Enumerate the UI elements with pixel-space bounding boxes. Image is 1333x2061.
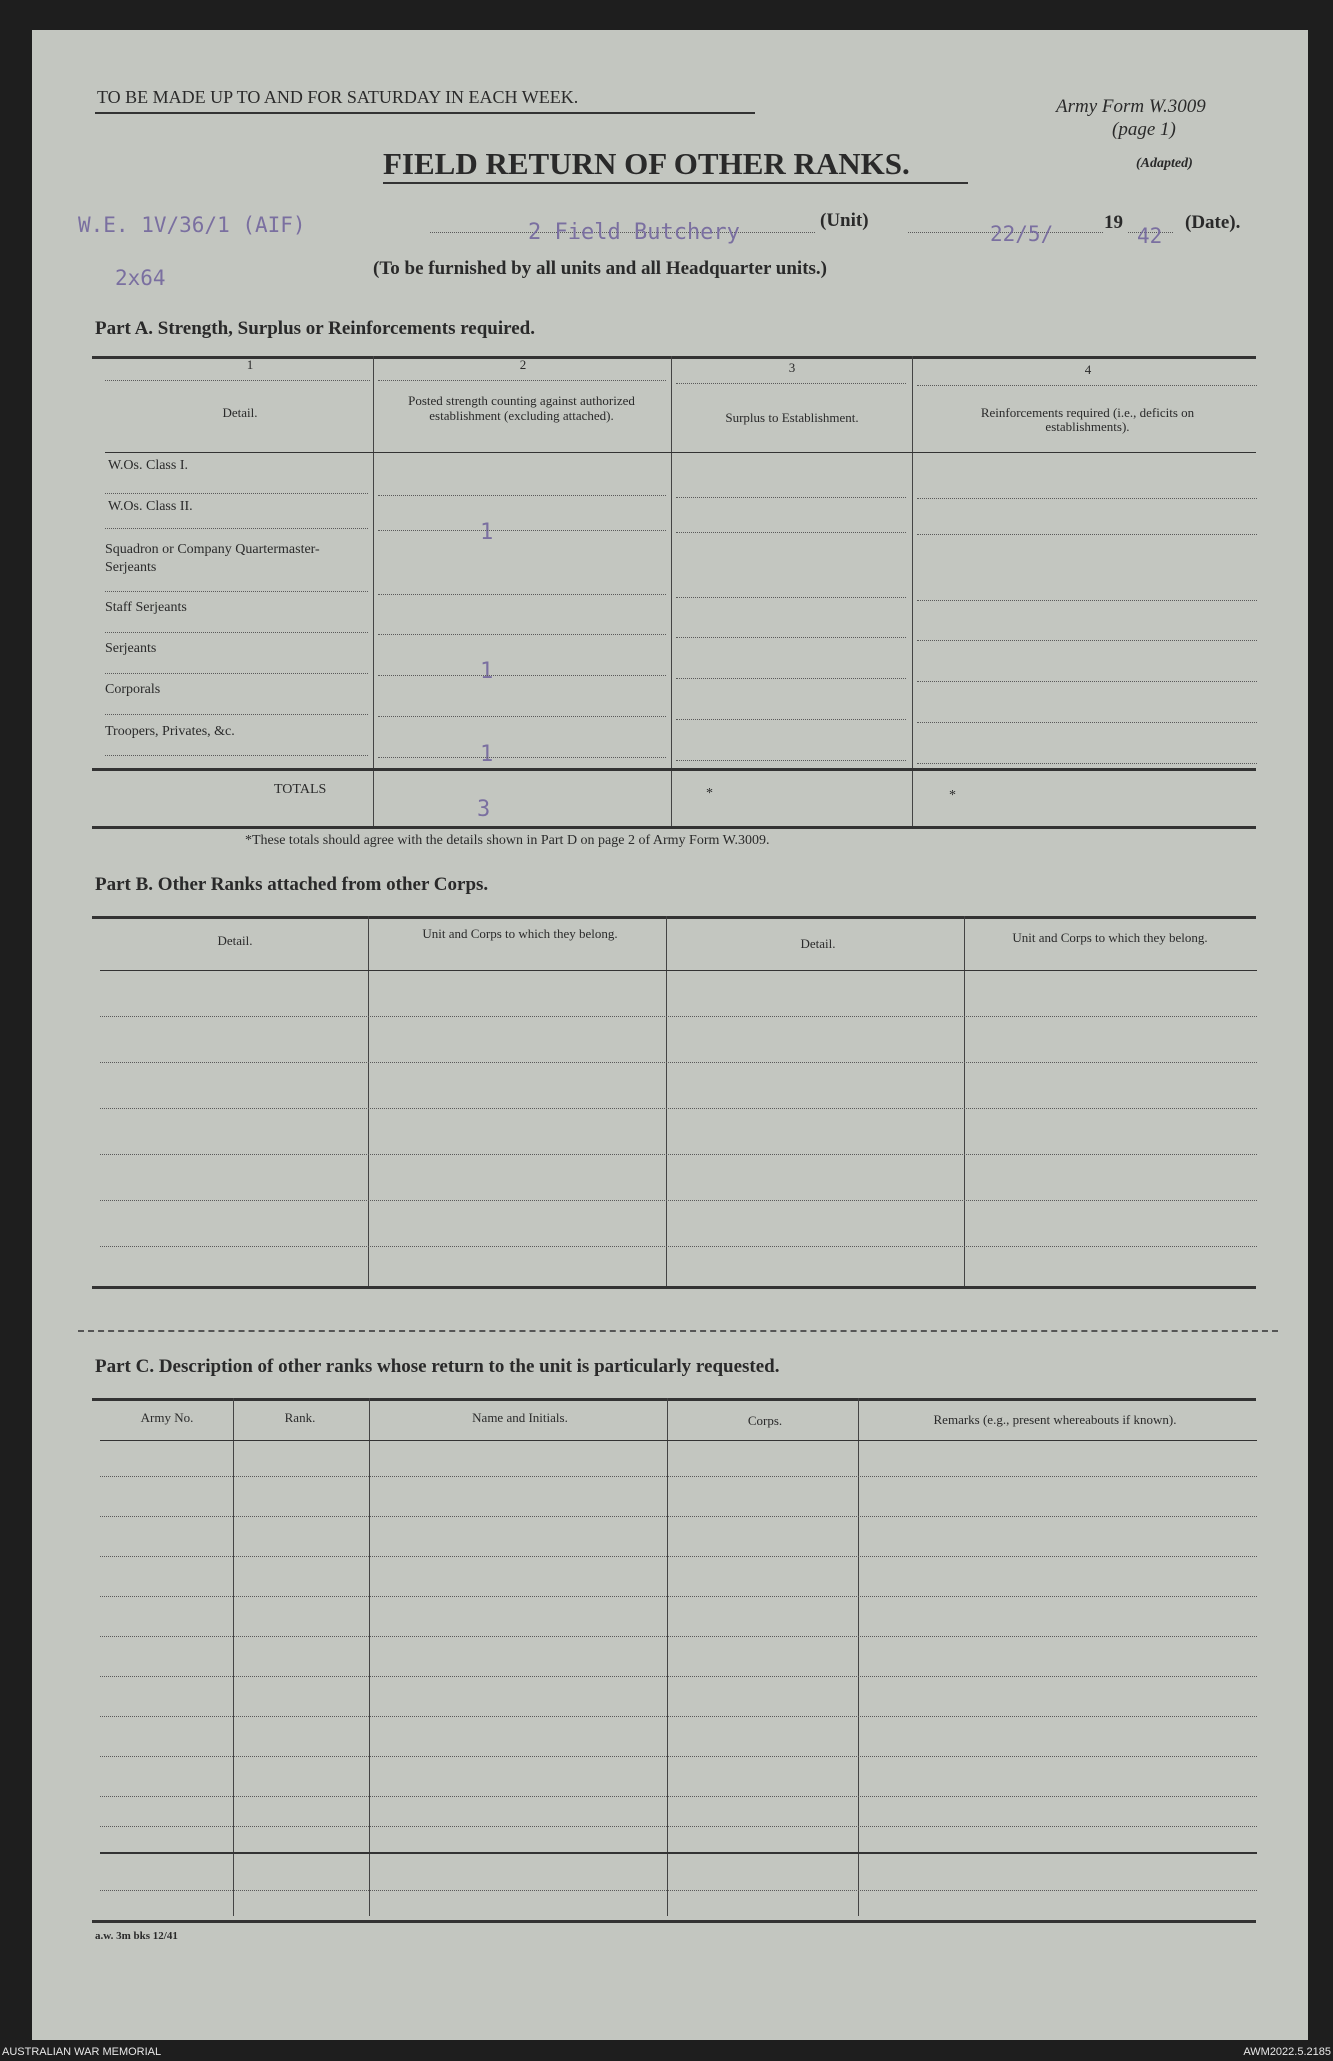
row-detail-cqms: Squadron or Company Quartermaster-Serjeants [105, 542, 320, 575]
part-b-divider-3 [964, 916, 965, 1286]
part-c-header-rule [100, 1440, 1257, 1441]
row-line [917, 722, 1257, 723]
year-prefix: 19 [1104, 212, 1123, 233]
row-detail-serjeants: Serjeants [105, 641, 157, 656]
row-line [676, 678, 906, 679]
part-c-header-remarks: Remarks (e.g., present whereabouts if known). [933, 1412, 1177, 1427]
row-line [378, 634, 666, 635]
row-line [378, 530, 666, 531]
row-line [105, 591, 368, 592]
row-line [378, 757, 666, 758]
footer-right: AWM2022.5.2185 [1243, 2046, 1331, 2058]
part-a-totals-rule [92, 768, 1256, 771]
row-line [105, 714, 368, 715]
part-c-row-line [100, 1676, 1257, 1677]
cut-line [78, 1330, 1278, 1332]
furnish-note: (To be furnished by all units and all Headquarter units.) [373, 258, 827, 279]
col-number-2: 2 [519, 357, 527, 372]
part-b-row-line [100, 1108, 1257, 1109]
part-b-divider-1 [368, 916, 369, 1286]
row-line [378, 495, 666, 496]
part-b-divider-2 [666, 916, 667, 1286]
reinforcements-total-asterisk: * [949, 788, 956, 803]
unit-typed: 2 Field Butchery [528, 220, 740, 245]
form-ref-adapted: (Adapted) [1136, 156, 1193, 171]
part-a-bottom-rule [92, 826, 1256, 829]
part-b-row-line [100, 1154, 1257, 1155]
we-typed: W.E. 1V/36/1 (AIF) [78, 213, 306, 237]
unit-label: (Unit) [820, 210, 869, 231]
part-c-header-name: Name and Initials. [472, 1410, 568, 1425]
form-ref-line2: (page 1) [1112, 119, 1176, 140]
part-b-top-rule [92, 916, 1256, 919]
row-line [105, 673, 368, 674]
print-code: a.w. 3m bks 12/41 [95, 1930, 178, 1942]
part-b-header-unit-1: Unit and Corps to which they belong. [422, 926, 618, 941]
row-line [105, 632, 368, 633]
row-line [917, 640, 1257, 641]
footer-left: AUSTRALIAN WAR MEMORIAL [2, 2046, 162, 2058]
part-c-row-line [100, 1756, 1257, 1757]
row-line [378, 675, 666, 676]
totals-value: 3 [477, 797, 491, 822]
part-c-row-line [100, 1716, 1257, 1717]
row-detail-corporals: Corporals [105, 682, 161, 697]
col-number-line-1 [105, 380, 370, 381]
row-line [917, 600, 1257, 601]
row-detail-wo1: W.Os. Class I. [108, 458, 188, 473]
part-c-section-rule [100, 1852, 1257, 1854]
row-line [676, 497, 906, 498]
row-line [917, 534, 1257, 535]
code-typed: 2x64 [115, 266, 166, 290]
row-posted-cqms: 1 [480, 520, 494, 545]
part-b-row-line [100, 1246, 1257, 1247]
col-number-3: 3 [788, 360, 796, 375]
title-underline [383, 182, 968, 184]
part-b-header-unit-2: Unit and Corps to which they belong. [1012, 930, 1208, 945]
part-b-header-detail-2: Detail. [800, 936, 836, 951]
col-number-line-4 [917, 385, 1257, 386]
col-header-surplus: Surplus to Establishment. [725, 410, 859, 425]
part-c-row-line [100, 1596, 1257, 1597]
col-header-reinforcements: Reinforcements required (i.e., deficits on establishments). [980, 405, 1195, 434]
part-a-divider-2 [671, 356, 672, 826]
part-a-header-rule [105, 452, 1256, 453]
row-line [378, 594, 666, 595]
col-header-posted: Posted strength counting against authorized establishment (excluding attached). [408, 393, 635, 423]
row-line [105, 528, 368, 529]
part-b-header-detail-1: Detail. [217, 933, 253, 948]
date-typed: 22/5/ [990, 222, 1054, 246]
row-detail-staff-serjeants: Staff Serjeants [105, 600, 187, 615]
top-note-underline [95, 112, 755, 114]
part-b-row-line [100, 1200, 1257, 1201]
part-a-divider-1 [373, 356, 374, 826]
part-c-row-line [100, 1796, 1257, 1797]
col-number-line-2 [378, 380, 666, 381]
form-ref-line1: Army Form W.3009 [1056, 96, 1206, 117]
row-posted-corporals: 1 [480, 659, 494, 684]
part-c-row-line [100, 1516, 1257, 1517]
part-c-header-corps: Corps. [747, 1413, 783, 1428]
row-line [676, 532, 906, 533]
row-line [676, 637, 906, 638]
col-header-detail: Detail. [222, 405, 258, 420]
row-line [378, 716, 666, 717]
row-line [917, 498, 1257, 499]
year-typed: 42 [1137, 224, 1163, 248]
row-line [676, 760, 906, 761]
row-line [676, 719, 906, 720]
row-detail-troopers: Troopers, Privates, &c. [105, 724, 235, 739]
part-c-header-rank: Rank. [284, 1410, 316, 1425]
part-c-header-army-no: Army No. [140, 1410, 194, 1425]
row-posted-troopers: 1 [480, 742, 494, 767]
part-b-row-line [100, 1016, 1257, 1017]
part-c-row-line [100, 1476, 1257, 1477]
part-b-header-rule [100, 970, 1257, 971]
part-a-footnote: *These totals should agree with the details shown in Part D on page 2 of Army Form W.3009. [245, 833, 770, 848]
col-number-line-3 [676, 383, 906, 384]
row-line [105, 755, 368, 756]
totals-label: TOTALS [274, 782, 327, 797]
part-c-row-line [100, 1636, 1257, 1637]
col-number-1: 1 [246, 357, 254, 372]
part-c-row-line [100, 1890, 1257, 1891]
part-a-divider-3 [912, 356, 913, 826]
row-line [917, 763, 1257, 764]
date-label: (Date). [1185, 212, 1241, 233]
part-c-row-line [100, 1556, 1257, 1557]
row-detail-wo2: W.Os. Class II. [108, 499, 193, 514]
surplus-total-asterisk: * [706, 786, 713, 801]
part-b-bottom-rule [92, 1286, 1256, 1289]
part-b-row-line [100, 1062, 1257, 1063]
part-c-row-line [100, 1826, 1257, 1827]
col-number-4: 4 [1084, 362, 1092, 377]
page-title: FIELD RETURN OF OTHER RANKS. [383, 146, 910, 181]
part-b-heading: Part B. Other Ranks attached from other Corps. [95, 874, 489, 895]
row-line [917, 681, 1257, 682]
top-note: TO BE MADE UP TO AND FOR SATURDAY IN EACH WEEK. [97, 87, 579, 107]
row-line [105, 493, 368, 494]
part-c-heading: Part C. Description of other ranks whose return to the unit is particularly requested. [95, 1356, 780, 1377]
part-c-bottom-rule [92, 1920, 1256, 1923]
row-line [676, 597, 906, 598]
part-a-heading: Part A. Strength, Surplus or Reinforcements required. [95, 318, 535, 339]
part-c-top-rule [92, 1398, 1256, 1401]
